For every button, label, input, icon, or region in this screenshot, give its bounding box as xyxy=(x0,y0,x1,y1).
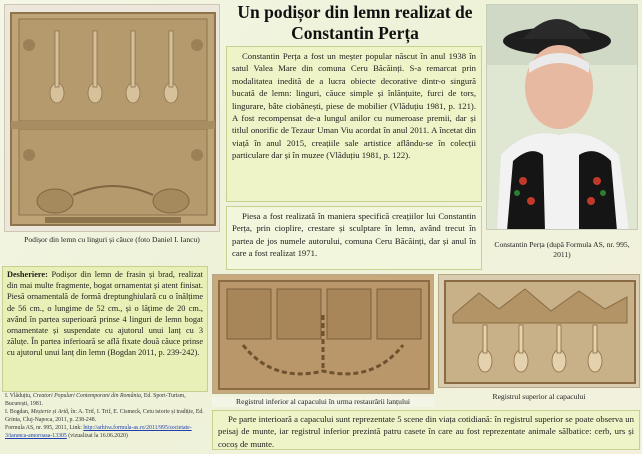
caption-shelf: Podișor din lemn cu linguri și căuce (foto Daniel I. Iancu) xyxy=(24,235,200,244)
conclusion-panel xyxy=(212,410,640,450)
intro-text: Constantin Perța a fost un meșter popular născut în anul 1938 în satul Valea Mare din comuna Ceru Băcăinți. S-a remarcat prin modalitatea inedită de a lucra obiecte decorative dintr-o singură bucată de lemn: linguri, căuce simple și înlănțuite, furci de tors, lingurare, bâte ciobănești, piese de mobilier (Vlăduțiu 1981, p. 121). A fost recompensat de-a lungul anilor cu numeroase premii, dar și titlul onorific de Tezaur Uman Viu acordat în anul 2011. A încetat din viață în anul 2015, creațiile sale artistice aflându-se în colecții particulare dar și în muzee (Vlăduțiu 1981, p. 122). xyxy=(232,51,476,161)
page-title: Un podișor din lemn realizat de Constantin Perța xyxy=(237,2,473,43)
reference-2: I. Bogdan, Meșterie și Artă, în: A. Trif, I. Trif, E. Cismeck, Cetu istorie și tradiție, Ed. Grinta, Cluj-Napoca, 2011, p. 238-248. xyxy=(5,409,204,423)
upper-register-photo xyxy=(438,274,640,388)
upper-register-image xyxy=(439,275,640,388)
portrait-image xyxy=(487,5,638,230)
portrait-photo xyxy=(486,4,638,230)
reference-3: Formula AS, nr. 995, 2011, Link: http://arhiva.formula-as.ro/2011/995/societate-3/taranca-amoroasa-13305 (vizualizat la 16.06.2020) xyxy=(5,425,192,439)
reference-1: I. Vlăduțiu, Creatori Populari Contemporani din România, Ed. Sport-Turism, București, 1981. xyxy=(5,393,186,407)
description-panel xyxy=(2,266,208,392)
caption-lower-register: Registrul inferior al capacului în urma restaurării lanțului xyxy=(212,397,434,407)
shelf-photo xyxy=(4,4,220,232)
piece-text: Piesa a fost realizată în maniera specifică creațiilor lui Constantin Perța, prin cioplire, crestare și sculptare în lemn, având trecut în partea de jos numele autorului, comuna Ceru Băcăinți, dar și anul în care a fost realizat 1971. xyxy=(232,211,476,259)
lower-register-photo xyxy=(212,274,434,394)
description-text: Podișor din lemn de frasin și brad, realizat din mai multe fragmente, bogat ornamentat și atent finisat. Piesă ornamentală de formă dreptunghiulară cu o înălțime de 56 cm., o lungime de 52 cm., și o lățime de 20 cm., având în partea superioară prinse 4 linguri de lemn bogat ornamentate și suspendate cu ajutorul unui lanț cu 3 zăluțe. În partea inferioară se află fixate două căuce prinse cu ajutorul unui lanț din lemn (Bogdan 2011, p. 239-242). xyxy=(7,270,203,358)
caption-upper-register: Registrul superior al capacului xyxy=(492,392,586,401)
conclusion-text: Pe parte interioară a capacului sunt reprezentate 5 scene din viața cotidiană: în registrul superior se poate observa un peisaj de munte, iar registrul inferior prezintă patru casete în care au fost reprezentate animale sălbatice: cerb, urs și cocoș de munte. xyxy=(218,414,634,449)
piece-panel xyxy=(226,206,482,270)
intro-panel xyxy=(226,46,482,202)
description-label: Desheriere: xyxy=(7,270,48,279)
caption-portrait: Constantin Perța (după Formula AS, nr. 995, 2011) xyxy=(494,240,630,259)
references xyxy=(2,393,208,451)
lower-register-image xyxy=(213,275,434,394)
wooden-shelf-image xyxy=(5,5,220,232)
formula-link[interactable]: http://arhiva.formula-as.ro/2011/995/societate-3/taranca-amoroasa-13305 xyxy=(5,425,192,439)
